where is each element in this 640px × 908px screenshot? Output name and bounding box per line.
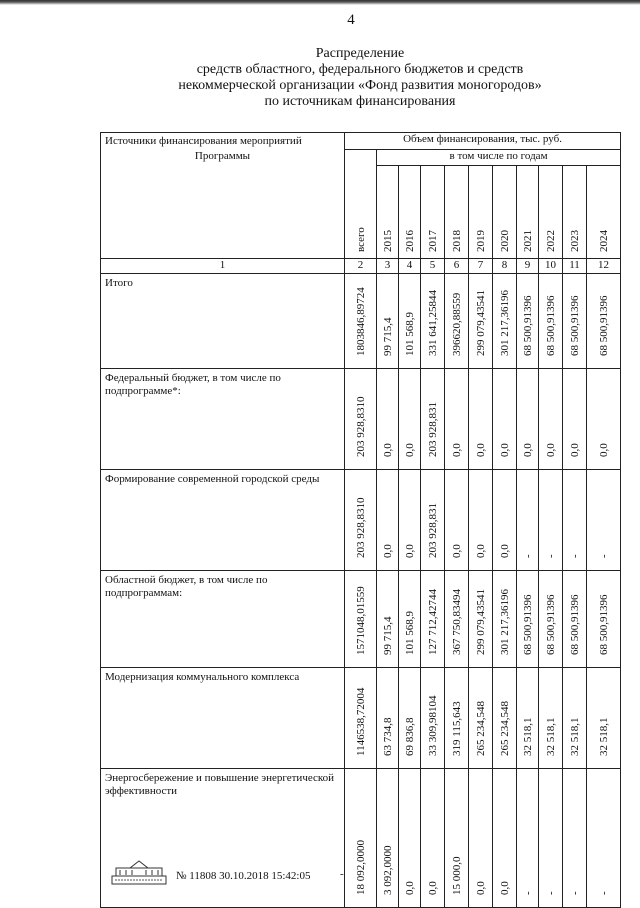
year-value: - xyxy=(544,891,557,895)
total-value: 203 928,8310 xyxy=(354,497,367,558)
total-value: 1571048,01559 xyxy=(354,586,367,655)
year-value-cell xyxy=(587,769,621,908)
year-value: 0,0 xyxy=(498,544,511,558)
year-value-cell xyxy=(469,470,493,571)
year-value-cell xyxy=(517,571,539,668)
year-value: 63 734,8 xyxy=(381,717,394,756)
year-value: 68 500,91396 xyxy=(521,594,534,655)
column-number: 5 xyxy=(421,259,445,274)
year-value-cell xyxy=(517,470,539,571)
year-value: 0,0 xyxy=(403,443,416,457)
year-value: 99 715,4 xyxy=(381,616,394,655)
total-value-cell xyxy=(345,369,377,470)
registration-number: № 11808 30.10.2018 15:42:05 xyxy=(176,870,311,882)
year-value-cell xyxy=(469,668,493,769)
header-year-cell xyxy=(587,166,621,259)
column-number: 7 xyxy=(469,259,493,274)
year-value-cell xyxy=(539,769,563,908)
header-year-cell xyxy=(377,166,399,259)
year-value: 0,0 xyxy=(403,544,416,558)
table-row xyxy=(101,571,621,668)
year-value: - xyxy=(568,554,581,558)
year-value-cell xyxy=(539,668,563,769)
year-value-cell xyxy=(517,369,539,470)
header-row-1 xyxy=(101,133,621,150)
year-value-cell xyxy=(421,571,445,668)
column-number: 9 xyxy=(517,259,539,274)
year-value: 99 715,4 xyxy=(381,317,394,356)
column-numbers-row xyxy=(101,259,621,274)
column-number: 6 xyxy=(445,259,469,274)
header-year: 2017 xyxy=(426,230,439,252)
header-year: 2023 xyxy=(568,230,581,252)
year-value-cell xyxy=(421,769,445,908)
table-row xyxy=(101,274,621,369)
year-value-cell xyxy=(421,274,445,369)
table-body xyxy=(101,274,621,908)
year-value-cell xyxy=(377,470,399,571)
header-year-cell xyxy=(445,166,469,259)
year-value-cell xyxy=(399,769,421,908)
year-value: - xyxy=(521,891,534,895)
year-value-cell xyxy=(469,369,493,470)
header-years-group: в том числе по годам xyxy=(377,150,621,166)
total-value-cell xyxy=(345,769,377,908)
year-value: 203 928,831 xyxy=(426,503,439,558)
year-value-cell xyxy=(563,274,587,369)
year-value-cell xyxy=(563,668,587,769)
header-total-cell xyxy=(345,150,377,259)
year-value-cell xyxy=(445,668,469,769)
header-volume: Объем финансирования, тыс. руб. xyxy=(345,133,621,150)
year-value-cell xyxy=(469,274,493,369)
column-number: 12 xyxy=(587,259,621,274)
year-value-cell xyxy=(399,470,421,571)
column-number: 2 xyxy=(345,259,377,274)
year-value-cell xyxy=(377,668,399,769)
column-number: 10 xyxy=(539,259,563,274)
year-value-cell xyxy=(421,369,445,470)
header-year: 2022 xyxy=(544,230,557,252)
year-value-cell xyxy=(493,470,517,571)
header-year-cell xyxy=(421,166,445,259)
table-row xyxy=(101,769,621,908)
year-value-cell xyxy=(445,369,469,470)
row-label: Формирование современной городской среды xyxy=(101,470,345,571)
year-value: 319 115,643 xyxy=(450,701,463,756)
title-line-1: Распределение xyxy=(315,46,405,61)
year-value: - xyxy=(544,554,557,558)
year-value: 331 641,25844 xyxy=(426,290,439,356)
table-row xyxy=(101,470,621,571)
total-value-cell xyxy=(345,668,377,769)
year-value-cell xyxy=(377,571,399,668)
year-value: 0,0 xyxy=(597,443,610,457)
year-value-cell xyxy=(493,769,517,908)
year-value: 69 836,8 xyxy=(403,717,416,756)
year-value-cell xyxy=(469,571,493,668)
document-title xyxy=(140,46,580,110)
year-value-cell xyxy=(421,470,445,571)
year-value: 68 500,91396 xyxy=(597,594,610,655)
year-value-cell xyxy=(493,274,517,369)
row-label: Энергосбережение и повышение энергетической эффективности xyxy=(101,769,345,908)
year-value: 0,0 xyxy=(498,881,511,895)
total-value: 1803846,89724 xyxy=(354,287,367,356)
year-value-cell xyxy=(421,668,445,769)
year-value: 0,0 xyxy=(544,443,557,457)
year-value-cell xyxy=(445,470,469,571)
total-value-cell xyxy=(345,470,377,571)
total-value-cell xyxy=(345,274,377,369)
year-value-cell xyxy=(399,274,421,369)
year-value-cell xyxy=(587,274,621,369)
year-value: 0,0 xyxy=(521,443,534,457)
year-value-cell xyxy=(517,274,539,369)
year-value-cell xyxy=(493,668,517,769)
year-value: 299 079,43541 xyxy=(474,290,487,356)
year-value-cell xyxy=(445,274,469,369)
year-value-cell xyxy=(493,571,517,668)
title-line-3: некоммерческой организации «Фонд развития моногородов» xyxy=(178,78,542,93)
year-value: 396620,88559 xyxy=(450,292,463,356)
year-value: 265 234,548 xyxy=(474,701,487,756)
total-value-cell xyxy=(345,571,377,668)
year-value: 0,0 xyxy=(381,443,394,457)
header-year: 2019 xyxy=(474,230,487,252)
year-value: 0,0 xyxy=(450,544,463,558)
year-value-cell xyxy=(587,369,621,470)
year-value-cell xyxy=(469,769,493,908)
year-value: 32 518,1 xyxy=(544,717,557,756)
year-value-cell xyxy=(563,470,587,571)
year-value-cell xyxy=(377,769,399,908)
year-value: 0,0 xyxy=(426,881,439,895)
year-value-cell xyxy=(539,571,563,668)
header-year: 2021 xyxy=(521,230,534,252)
row-label: Итого xyxy=(101,274,345,369)
year-value: 32 518,1 xyxy=(568,717,581,756)
year-value-cell xyxy=(399,369,421,470)
title-line-4: по источникам финансирования xyxy=(264,94,456,109)
year-value-cell xyxy=(539,274,563,369)
total-value: 1146538,72004 xyxy=(354,687,367,756)
year-value-cell xyxy=(563,769,587,908)
year-value-cell xyxy=(563,369,587,470)
year-value: - xyxy=(568,891,581,895)
header-year: 2024 xyxy=(597,230,610,252)
header-year-cell xyxy=(493,166,517,259)
header-source-label: Источники финансирования мероприятий xyxy=(105,135,302,147)
year-value: 0,0 xyxy=(450,443,463,457)
year-value: 101 568,9 xyxy=(403,312,416,356)
year-value: 0,0 xyxy=(474,443,487,457)
year-value: 0,0 xyxy=(403,881,416,895)
header-year: 2018 xyxy=(450,230,463,252)
year-value: 68 500,91396 xyxy=(568,295,581,356)
header-year-cell xyxy=(563,166,587,259)
row-label: Модернизация коммунального комплекса xyxy=(101,668,345,769)
footer-dash: - xyxy=(340,868,344,880)
table-row xyxy=(101,668,621,769)
year-value-cell xyxy=(377,369,399,470)
year-value-cell xyxy=(587,571,621,668)
year-value: 367 750,83494 xyxy=(450,589,463,655)
year-value-cell xyxy=(445,769,469,908)
year-value-cell xyxy=(493,369,517,470)
year-value-cell xyxy=(399,571,421,668)
financing-table xyxy=(100,132,621,908)
year-value: - xyxy=(521,554,534,558)
year-value: 203 928,831 xyxy=(426,402,439,457)
year-value: 68 500,91396 xyxy=(544,594,557,655)
year-value: 3 092,0000 xyxy=(381,845,394,895)
year-value-cell xyxy=(539,470,563,571)
year-value: 0,0 xyxy=(381,544,394,558)
year-value: 15 000,0 xyxy=(450,856,463,895)
header-year-cell xyxy=(399,166,421,259)
year-value: 68 500,91396 xyxy=(544,295,557,356)
table-row xyxy=(101,369,621,470)
column-number: 8 xyxy=(493,259,517,274)
column-number: 3 xyxy=(377,259,399,274)
year-value-cell xyxy=(517,769,539,908)
header-source-label-2: Программы xyxy=(194,150,251,162)
header-year: 2016 xyxy=(403,230,416,252)
year-value: - xyxy=(597,554,610,558)
year-value-cell xyxy=(587,668,621,769)
header-year-cell xyxy=(469,166,493,259)
column-number: 4 xyxy=(399,259,421,274)
year-value: 33 309,98104 xyxy=(426,695,439,756)
header-year-cell xyxy=(517,166,539,259)
title-line-2: средств областного, федерального бюджетов и средств xyxy=(196,62,524,77)
column-number: 11 xyxy=(563,259,587,274)
year-value: 299 079,43541 xyxy=(474,589,487,655)
year-value-cell xyxy=(445,571,469,668)
year-value: 32 518,1 xyxy=(521,717,534,756)
year-value-cell xyxy=(563,571,587,668)
year-value: 265 234,548 xyxy=(498,701,511,756)
year-value-cell xyxy=(587,470,621,571)
year-value-cell xyxy=(517,668,539,769)
year-value: 101 568,9 xyxy=(403,611,416,655)
scan-top-edge xyxy=(0,0,640,5)
row-label: Областной бюджет, в том числе по подпрограммам: xyxy=(101,571,345,668)
header-year-cell xyxy=(539,166,563,259)
year-value: 301 217,36196 xyxy=(498,290,511,356)
header-year: 2015 xyxy=(381,230,394,252)
column-number: 1 xyxy=(101,259,345,274)
year-value: 68 500,91396 xyxy=(568,594,581,655)
year-value-cell xyxy=(377,274,399,369)
year-value: 0,0 xyxy=(568,443,581,457)
year-value: 301 217,36196 xyxy=(498,589,511,655)
year-value: 0,0 xyxy=(498,443,511,457)
year-value: 32 518,1 xyxy=(597,717,610,756)
year-value-cell xyxy=(539,369,563,470)
header-year: 2020 xyxy=(498,230,511,252)
row-label: Федеральный бюджет, в том числе по подпрограмме*: xyxy=(101,369,345,470)
header-total: всего xyxy=(354,227,367,252)
year-value: 0,0 xyxy=(474,544,487,558)
total-value: 203 928,8310 xyxy=(354,396,367,457)
page-number: 4 xyxy=(347,12,355,28)
document-seal-stamp xyxy=(110,860,168,886)
header-source xyxy=(101,133,345,259)
year-value: - xyxy=(597,891,610,895)
year-value: 68 500,91396 xyxy=(597,295,610,356)
total-value: 18 092,0000 xyxy=(354,840,367,895)
year-value: 0,0 xyxy=(474,881,487,895)
year-value: 68 500,91396 xyxy=(521,295,534,356)
year-value: 127 712,42744 xyxy=(426,589,439,655)
year-value-cell xyxy=(399,668,421,769)
